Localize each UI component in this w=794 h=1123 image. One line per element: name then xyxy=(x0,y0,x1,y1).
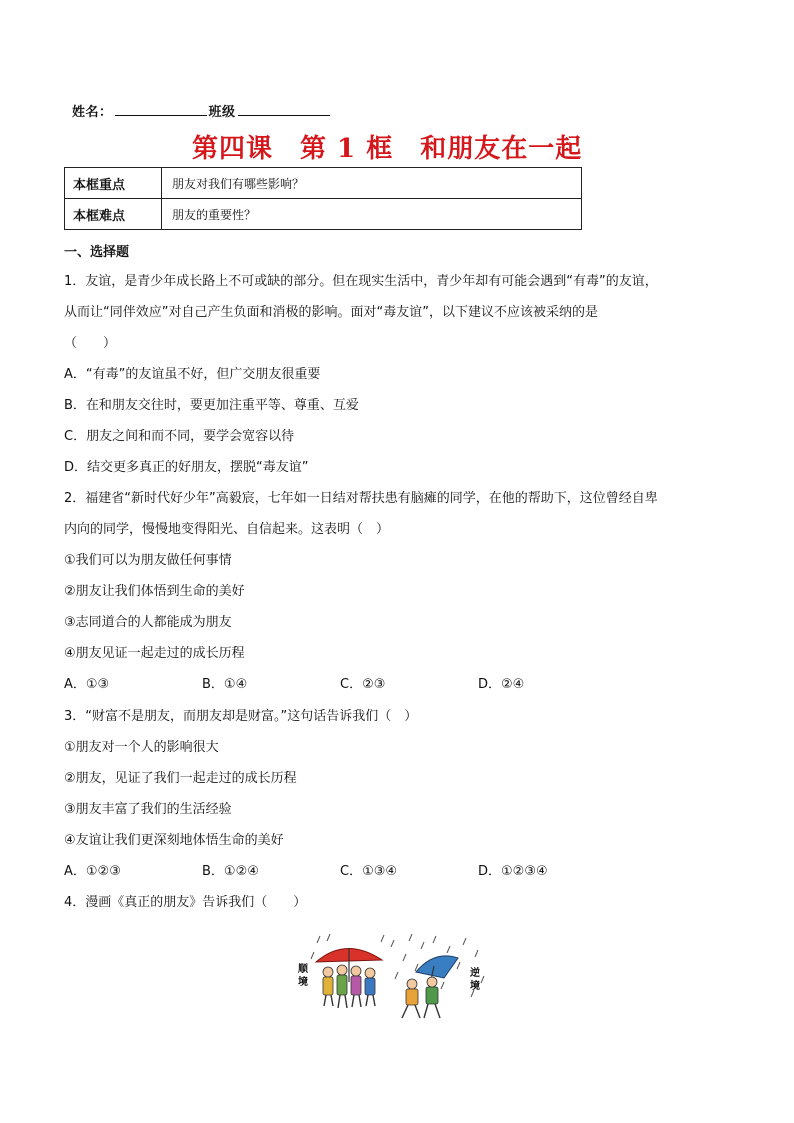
choice-b[interactable]: B．①②④ xyxy=(202,864,259,879)
question-stem-line: 3．“财富不是朋友，而朋友却是财富。”这句话告诉我们（ ） xyxy=(64,709,418,724)
right-label-top: 逆 xyxy=(470,968,480,979)
name-class-line xyxy=(72,101,332,120)
focus-difficult-label: 本框难点 xyxy=(65,199,162,230)
option-a[interactable]: A．“有毒”的友谊虽不好，但广交朋友很重要 xyxy=(64,367,321,382)
question-1 xyxy=(64,266,744,483)
choice-d[interactable]: D．②④ xyxy=(478,677,525,692)
option-b[interactable]: B．在和朋友交往时，要更加注重平等、尊重、互爱 xyxy=(64,398,359,413)
focus-table xyxy=(64,167,582,230)
class-label: 班级 xyxy=(208,105,236,120)
name-blank[interactable] xyxy=(115,103,207,116)
question-stem-line: （ ） xyxy=(64,336,117,351)
statement-2: ②朋友，见证了我们一起走过的成长历程 xyxy=(64,771,297,786)
choice-b[interactable]: B．①④ xyxy=(202,677,248,692)
name-label: 姓名： xyxy=(72,105,113,120)
focus-key-value: 朋友对我们有哪些影响？ xyxy=(162,168,582,199)
question-stem-line: 1．友谊，是青少年成长路上不可或缺的部分。但在现实生活中，青少年却有可能会遇到“有毒”的友谊， xyxy=(64,274,658,289)
choice-c[interactable]: C．①③④ xyxy=(340,864,398,879)
question-stem-line: 4．漫画《真正的朋友》告诉我们（ ） xyxy=(64,895,307,910)
choice-a[interactable]: A．①③ xyxy=(64,677,110,692)
right-label-bottom: 境 xyxy=(470,981,480,992)
statement-3: ③朋友丰富了我们的生活经验 xyxy=(64,802,232,817)
two-friends-icon xyxy=(402,956,458,1018)
option-c[interactable]: C．朋友之间和而不同，要学会宽容以待 xyxy=(64,429,295,444)
choice-c[interactable]: C．②③ xyxy=(340,677,386,692)
focus-row xyxy=(65,199,582,230)
focus-difficult-value: 朋友的重要性？ xyxy=(162,199,582,230)
question-3 xyxy=(64,701,744,887)
question-stem-line: 从而让“同伴效应”对自己产生负面和消极的影响。面对“毒友谊”，以下建议不应该被采纳的是 xyxy=(64,305,598,320)
section-heading: 一、选择题 xyxy=(64,245,130,260)
focus-row xyxy=(65,168,582,199)
question-4 xyxy=(64,887,744,918)
lesson-title: 第四课 第 1 框 和朋友在一起 xyxy=(192,134,583,164)
question-stem-line: 2．福建省“新时代好少年”高毅宸，七年如一日结对帮扶患有脑瘫的同学，在他的帮助下，这位曾经自卑 xyxy=(64,491,658,506)
statement-4: ④友谊让我们更深刻地体悟生命的美好 xyxy=(64,833,284,848)
choice-d[interactable]: D．①②③④ xyxy=(478,864,548,879)
left-label-top: 顺 xyxy=(298,964,308,975)
choice-row xyxy=(64,856,744,887)
statement-2: ②朋友让我们体悟到生命的美好 xyxy=(64,584,245,599)
question-stem-line: 内向的同学，慢慢地变得阳光、自信起来。这表明（ ） xyxy=(64,522,390,537)
statement-1: ①我们可以为朋友做任何事情 xyxy=(64,553,232,568)
class-blank[interactable] xyxy=(238,103,330,116)
statement-3: ③志同道合的人都能成为朋友 xyxy=(64,615,232,630)
question-2 xyxy=(64,483,744,700)
statement-1: ①朋友对一个人的影响很大 xyxy=(64,740,219,755)
choice-a[interactable]: A．①②③ xyxy=(64,864,121,879)
statement-4: ④朋友见证一起走过的成长历程 xyxy=(64,646,245,661)
option-d[interactable]: D．结交更多真正的好朋友，摆脱“毒友谊” xyxy=(64,460,309,475)
choice-row xyxy=(64,669,744,700)
focus-key-label: 本框重点 xyxy=(65,168,162,199)
true-friend-cartoon xyxy=(294,932,506,1024)
left-label-bottom: 境 xyxy=(298,977,308,988)
